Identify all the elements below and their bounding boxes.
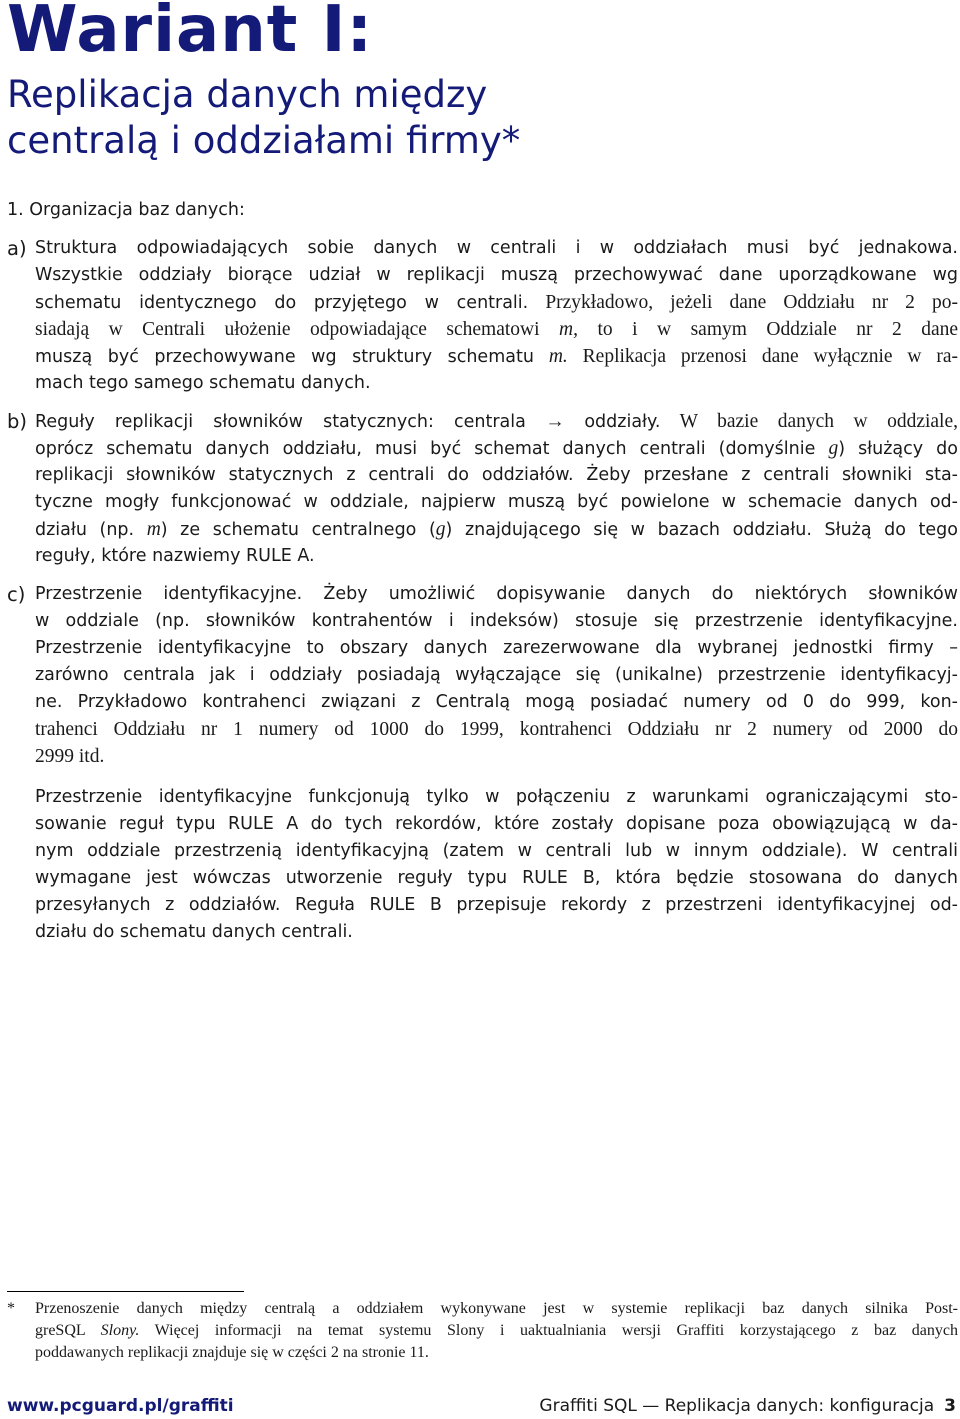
page-number: 3	[944, 1396, 956, 1416]
paragraph-line: replikacji słowników statycznych z centrali do oddziałów. Żeby przesłane z centrali słowniki sta-	[35, 465, 958, 485]
paragraph-line: trahenci Oddziału nr 1 numery od 1000 do 1999, kontrahenci Oddziału nr 2 numery od 2000 do	[35, 719, 958, 740]
footnote-line: Przenoszenie danych między centralą a oddziałem wykonywane jest w systemie replikacji baz danych silnika Post-	[35, 1300, 958, 1317]
paragraph-line: ne. Przykładowo kontrahenci związani z Centralą mogą posiadać numery od 0 do 999, kon-	[35, 692, 958, 712]
text-span: oprócz schematu danych oddziału, musi być schemat danych centrali (domyślnie	[35, 439, 816, 459]
paragraph-line: Przestrzenie identyfikacyjne to obszary danych zarezerwowane dla wybranej jednostki firmy –	[35, 638, 958, 658]
page-title: Wariant I:	[7, 0, 374, 67]
text-span: Więcej informacji na temat systemu Slony i uaktualniania wersji Graffiti korzystającego z baz danych	[154, 1322, 959, 1339]
text-span: Replikacja przenosi dane wyłącznie w ra-	[582, 346, 959, 367]
paragraph-line	[35, 516, 958, 544]
paragraph-line: 2999 itd.	[35, 746, 105, 767]
text-span: ) znajdującego się w bazach oddziału. Służą do tego	[445, 520, 958, 540]
paragraph-line: nym oddziale przestrzenią identyfikacyjną (zatem w centrali lub w innym oddziale). W centrali	[35, 841, 958, 861]
paragraph-line: sowanie reguł typu RULE A do tych rekordów, które zostały dopisane poza obowiązującą w da-	[35, 814, 958, 834]
paragraph-line: Przestrzenie identyfikacyjne funkcjonują tylko w połączeniu z warunkami ograniczającymi sto-	[35, 787, 958, 807]
italic-text: Slony.	[100, 1322, 140, 1339]
italic-text: m.	[548, 346, 568, 367]
footer-url-link[interactable]: www.pcguard.pl/graffiti	[7, 1396, 234, 1416]
list-marker-a: a)	[7, 237, 27, 260]
footnote-line	[35, 1320, 958, 1342]
paragraph-line: przesyłanych z oddziałów. Reguła RULE B przepisuje rekordy z przestrzeni identyfikacyjnej od-	[35, 895, 958, 915]
paragraph-line	[35, 316, 958, 343]
paragraph-line	[35, 408, 958, 436]
text-span: ) służący do	[838, 439, 958, 459]
text-span: Przykładowo, jeżeli dane Oddziału nr 2 po-	[545, 292, 958, 313]
list-marker-c: c)	[7, 583, 26, 606]
text-span: działu (np.	[35, 520, 135, 540]
subtitle-line: Replikacja danych między	[7, 73, 488, 116]
section-heading: 1. Organizacja baz danych:	[7, 200, 245, 220]
italic-text: g	[435, 519, 446, 540]
paragraph-line: Wszystkie oddziały biorące udział w replikacji muszą przechowywać dane uporządkowane wg	[35, 265, 958, 285]
text-span: schematu identycznego do przyjętego w centrali.	[35, 293, 529, 313]
paragraph-line: tyczne mogły funkcjonować w oddziale, najpierw muszą być powielone w schemacie danych od-	[35, 492, 958, 512]
paragraph-line: wymagane jest wówczas utworzenie reguły typu RULE B, która będzie stosowana do danych	[35, 868, 958, 888]
italic-text: g	[828, 438, 839, 459]
paragraph-line: reguły, które nazwiemy RULE A.	[35, 546, 315, 566]
italic-text: m,	[559, 319, 579, 340]
paragraph-line	[35, 343, 958, 371]
text-span: W bazie danych w oddziale,	[679, 411, 959, 432]
italic-text: m	[146, 519, 161, 540]
paragraph-line	[35, 581, 958, 608]
paragraph-line: zarówno centrala jak i oddziały posiadają wyłączające się (unikalne) przestrzenie identyfikacyj-	[35, 665, 958, 685]
paragraph-line: mach tego samego schematu danych.	[35, 373, 371, 393]
subtitle-line: centralą i oddziałami firmy*	[7, 119, 521, 162]
paragraph-line	[35, 435, 958, 463]
text-span: siadają w Centrali ułożenie odpowiadające schematowi	[35, 319, 540, 340]
footer-title-text: Graffiti SQL — Replikacja danych: konfiguracja	[539, 1396, 935, 1416]
page-subtitle	[7, 72, 907, 164]
footnote-mark: *	[7, 1300, 15, 1317]
text-span: to i w samym Oddziale nr 2 dane	[597, 319, 959, 340]
text-span: Reguły replikacji słowników statycznych: centrala	[35, 412, 526, 432]
paragraph-line	[35, 289, 958, 317]
paragraph-line: działu do schematu danych centrali.	[35, 922, 353, 942]
footnote-line: poddawanych replikacji znajduje się w części 2 na stronie 11.	[35, 1344, 429, 1361]
list-marker-b: b)	[7, 410, 27, 433]
text-span: Przestrzenie identyfikacyjne.	[35, 584, 303, 604]
text-span: greSQL	[35, 1322, 86, 1339]
paragraph-line: w oddziale (np. słowników kontrahentów i indeksów) stosuje się przestrzenie identyfikacyjne.	[35, 611, 958, 631]
text-span: ) ze schematu centralnego (	[160, 520, 436, 540]
footer-title	[539, 1394, 956, 1418]
text-span: Żeby umożliwić dopisywanie danych do niektórych słowników	[323, 584, 958, 604]
footnote-separator	[7, 1291, 244, 1292]
arrow-icon: →	[545, 411, 565, 432]
text-span: muszą być przechowywane wg struktury schematu	[35, 347, 534, 367]
text-span: oddziały.	[584, 412, 661, 432]
paragraph-line: Struktura odpowiadających sobie danych w centrali i w oddziałach musi być jednakowa.	[35, 238, 958, 258]
